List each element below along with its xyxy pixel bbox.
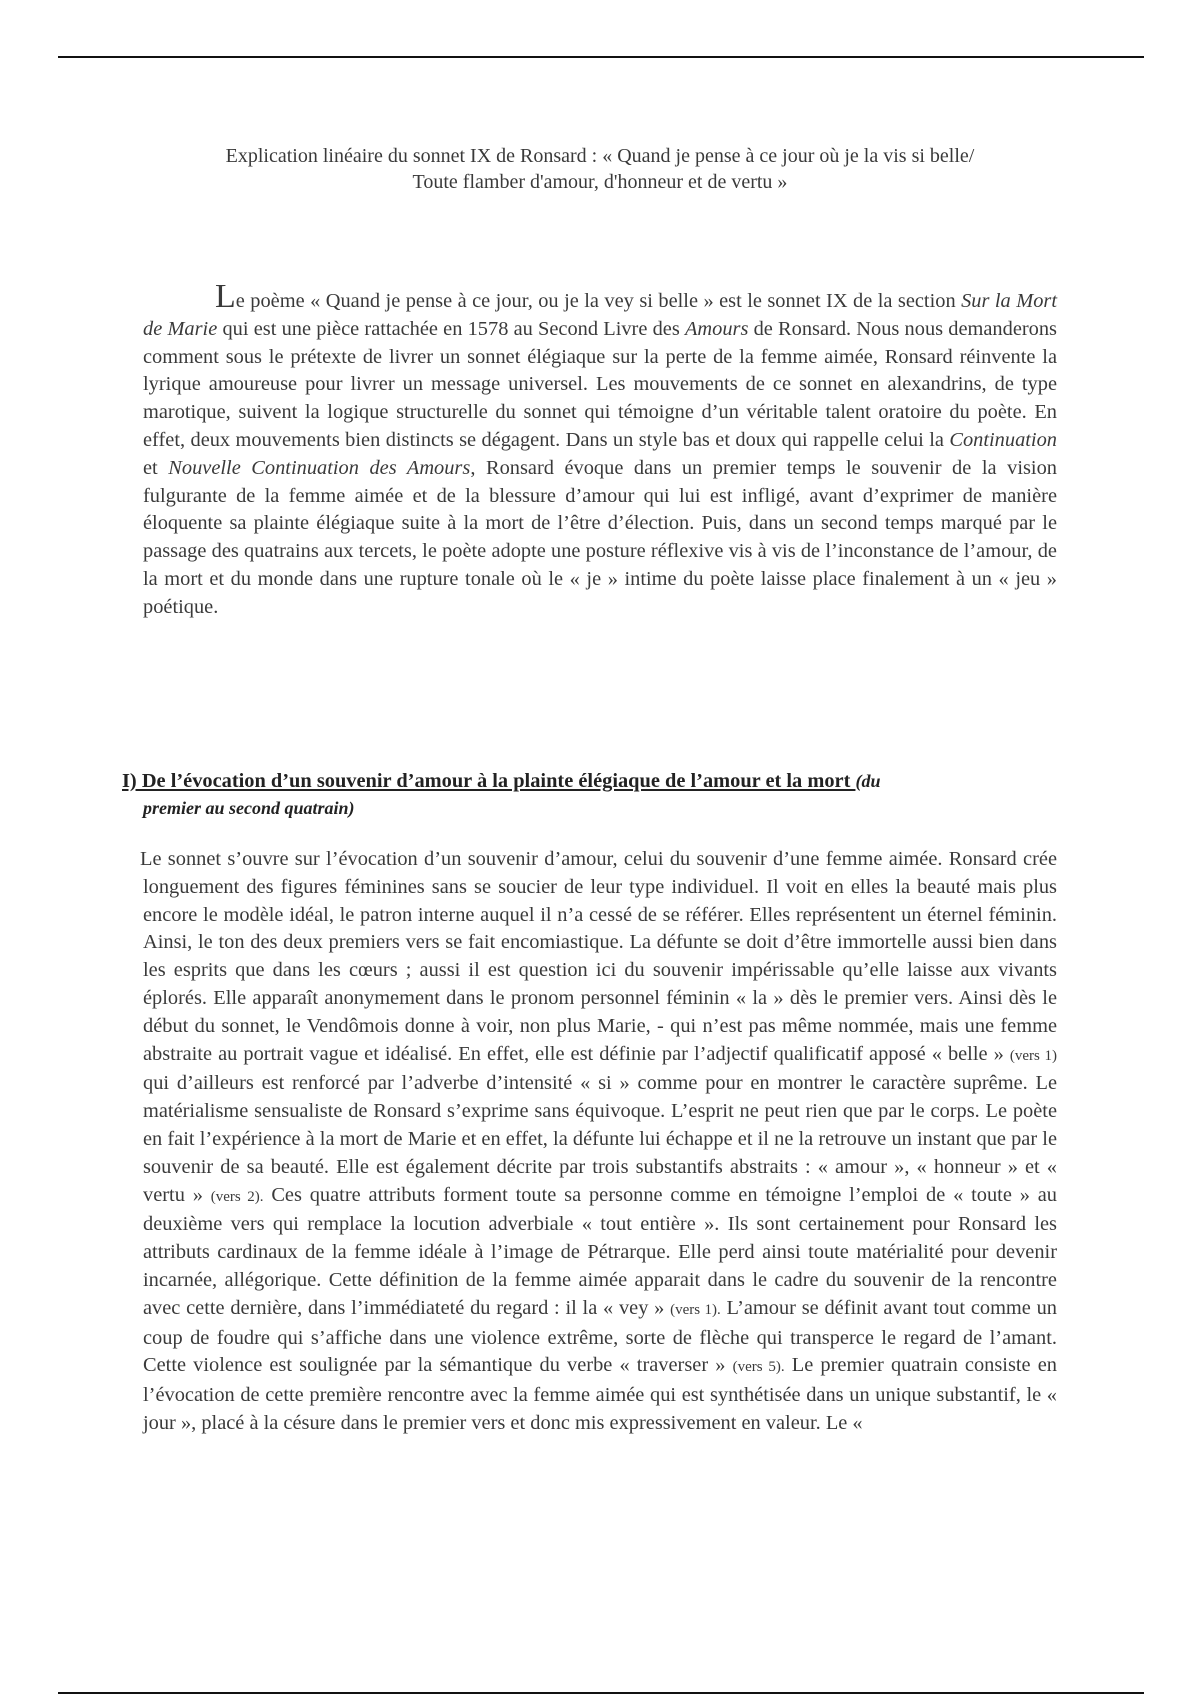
verse-ref-1: (vers 1) (1009, 1047, 1057, 1064)
section-heading-main: I) De l’évocation d’un souvenir d’amour à la plainte élégiaque de l’amour et la mort (122, 770, 856, 792)
intro-text-1: e poème « Quand je pense à ce jour, ou je la vey si belle » est le sonnet IX de la section (235, 290, 962, 312)
intro-italic-1: Sur la Mort de Marie (143, 290, 1057, 340)
intro-italic-4: Nouvelle Continuation des Amours (168, 456, 471, 479)
intro-text-2: qui est une pièce rattachée en 1578 au Second Livre des (217, 317, 685, 340)
section-heading-sub-b: premier au second quatrain) (143, 798, 355, 818)
intro-text-3: de Ronsard. Nous nous demanderons comment sous le prétexte de livrer un sonnet élégiaque sur la perte de la femme aimée, Ronsard réinvente la lyrique amoureuse pour livrer un message universel. Les mouvements de ce sonnet en alexandrins, de type marotique, suivent la logique structurelle du sonnet qui témoigne d’un véritable talent oratoire du poète. En effet, deux mouvements bien distincts se dégagent. Dans un style bas et doux qui rappelle celui la (143, 317, 1057, 451)
body-text-2: qui d’ailleurs est renforcé par l’adverbe d’intensité « si » comme pour en montrer le caractère suprême. Le matérialisme sensualiste de Ronsard s’exprime sans équivoque. L’esprit ne peut rien que par le corps. Le poète en fait l’expérience à la mort de Marie et en effet, la défunte lui échappe et il ne la retrouve un instant que par le souvenir de sa beauté. Elle est également décrite par trois substantifs abstraits : « amour », « honneur » et « vertu » (143, 1072, 1057, 1206)
body-paragraph (140, 846, 1057, 1438)
top-rule (58, 56, 1144, 58)
title-line-1: Explication linéaire du sonnet IX de Ronsard : « Quand je pense à ce jour où je la vis si belle/ (225, 145, 975, 167)
section-heading-sub-a: (du (855, 771, 881, 791)
document-title (130, 143, 1070, 195)
section-heading (122, 768, 1057, 822)
body-text-5: Le premier quatrain consiste en l’évocation de cette première rencontre avec la femme aimée qui est synthétisée dans un unique substantif, le « jour », placé à la césure dans le premier vers et donc mis expressivement en valeur. Le « (143, 1354, 1057, 1434)
body-text-3: Ces quatre attributs forment toute sa personne comme en témoigne l’emploi de « toute » au deuxième vers qui remplace la locution adverbiale « tout entière ». Ils sont certainement pour Ronsard les attributs cardinaux de la femme idéale à l’image de Pétrarque. Elle perd ainsi toute matérialité pour devenir incarnée, allégorique. Cette définition de la femme aimée apparait dans le cadre du souvenir de la rencontre avec cette dernière, dans l’immédiateté du regard : il la « vey » (143, 1183, 1057, 1319)
drop-cap: L (215, 278, 236, 315)
intro-italic-3: Continuation (949, 428, 1057, 451)
verse-ref-2: (vers 2). (210, 1188, 264, 1205)
body-text-4: L’amour se définit avant tout comme un coup de foudre qui s’affiche dans une violence extrême, sorte de flèche qui transperce le regard de l’amant. Cette violence est soulignée par la sémantique du verbe « traverser » (143, 1296, 1057, 1377)
intro-paragraph (143, 278, 1057, 622)
intro-italic-2: Amours (684, 317, 749, 340)
verse-ref-3: (vers 1). (670, 1301, 721, 1318)
bottom-rule (58, 1692, 1144, 1694)
intro-text-5: , Ronsard évoque dans un premier temps le souvenir de la vision fulgurante de la femme aimée et de la blessure d’amour qui lui est infligé, avant d’exprimer de manière éloquente sa plainte élégiaque suite à la mort de l’être d’élection. Puis, dans un second temps marqué par le passage des quatrains aux tercets, le poète adopte une posture réflexive vis à vis de l’inconstance de l’amour, de la mort et du monde dans une rupture tonale où le « je » intime du poète laisse place finalement à un « jeu » poétique. (143, 456, 1057, 618)
title-line-2: Toute flamber d'amour, d'honneur et de vertu » (412, 171, 788, 193)
verse-ref-4: (vers 5). (732, 1359, 785, 1376)
body-text-1: Le sonnet s’ouvre sur l’évocation d’un souvenir d’amour, celui du souvenir d’une femme aimée. Ronsard crée longuement des figures féminines sans se soucier de leur type individuel. Il voit en elles la beauté mais plus encore le modèle idéal, le patron interne auquel il n’a cessé de se référer. Elles représentent un éternel féminin. Ainsi, le ton des deux premiers vers se fait encomiastique. La défunte se doit d’être immortelle aussi bien dans les esprits que dans les cœurs ; aussi il est question ici du souvenir impérissable qu’elle laisse aux vivants éplorés. Elle apparaît anonymement dans le pronom personnel féminin « la » dès le premier vers. Ainsi dès le début du sonnet, le Vendômois donne à voir, non plus Marie, - qui n’est pas même nommée, mais une femme abstraite au portrait vague et idéalisé. En effet, elle est définie par l’adjectif qualificatif apposé « belle » (140, 848, 1057, 1065)
intro-text-4: et (143, 456, 169, 479)
